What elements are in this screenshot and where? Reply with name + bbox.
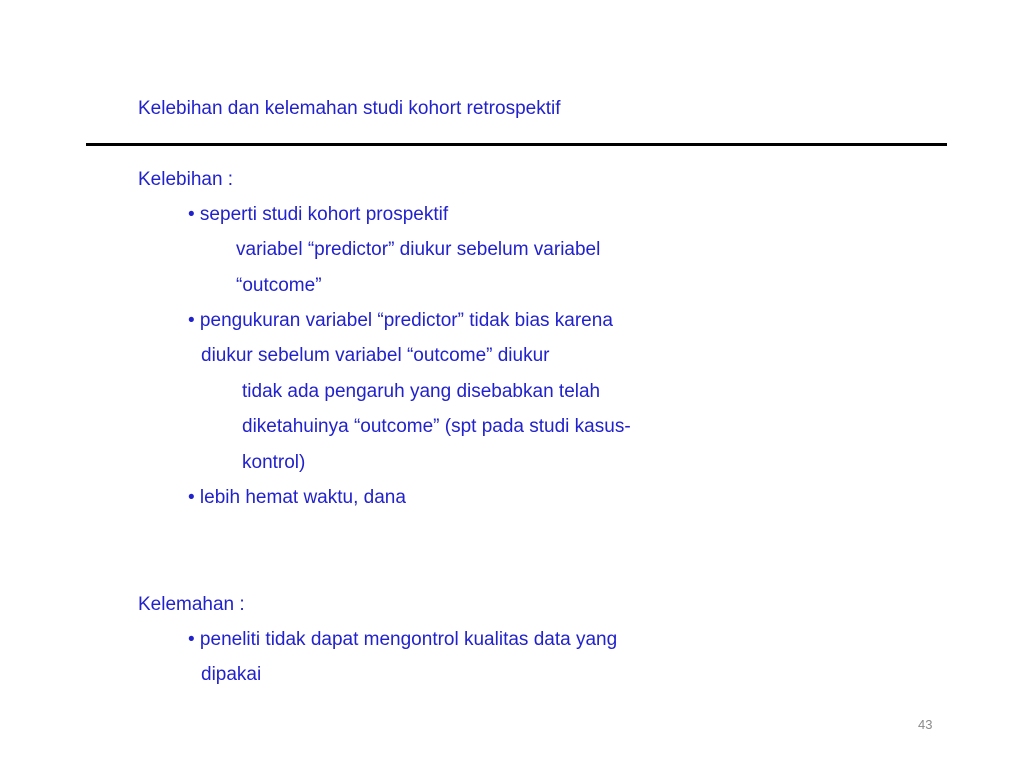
slide-title: Kelebihan dan kelemahan studi kohort retrospektif	[138, 98, 561, 119]
kelemahan-bullet-1-cont: dipakai	[201, 664, 262, 685]
kelebihan-bullet-3: • lebih hemat waktu, dana	[188, 487, 406, 508]
kelemahan-bullet-1: • peneliti tidak dapat mengontrol kualitas data yang	[188, 629, 618, 650]
kelebihan-subline-2c: kontrol)	[242, 452, 306, 473]
page-number: 43	[918, 717, 933, 732]
kelebihan-subline-1a: variabel “predictor” diukur sebelum variabel	[236, 239, 601, 260]
kelebihan-bullet-2: • pengukuran variabel “predictor” tidak bias karena	[188, 310, 613, 331]
kelebihan-bullet-2-cont: diukur sebelum variabel “outcome” diukur	[201, 345, 550, 366]
kelebihan-heading: Kelebihan :	[138, 169, 234, 190]
kelebihan-subline-2a: tidak ada pengaruh yang disebabkan telah	[242, 381, 601, 402]
kelemahan-heading: Kelemahan :	[138, 594, 245, 615]
kelebihan-subline-2b: diketahuinya “outcome” (spt pada studi kasus-	[242, 416, 631, 437]
kelebihan-subline-1b: “outcome”	[236, 275, 322, 296]
title-divider	[86, 143, 947, 146]
kelebihan-bullet-1: • seperti studi kohort prospektif	[188, 204, 449, 225]
